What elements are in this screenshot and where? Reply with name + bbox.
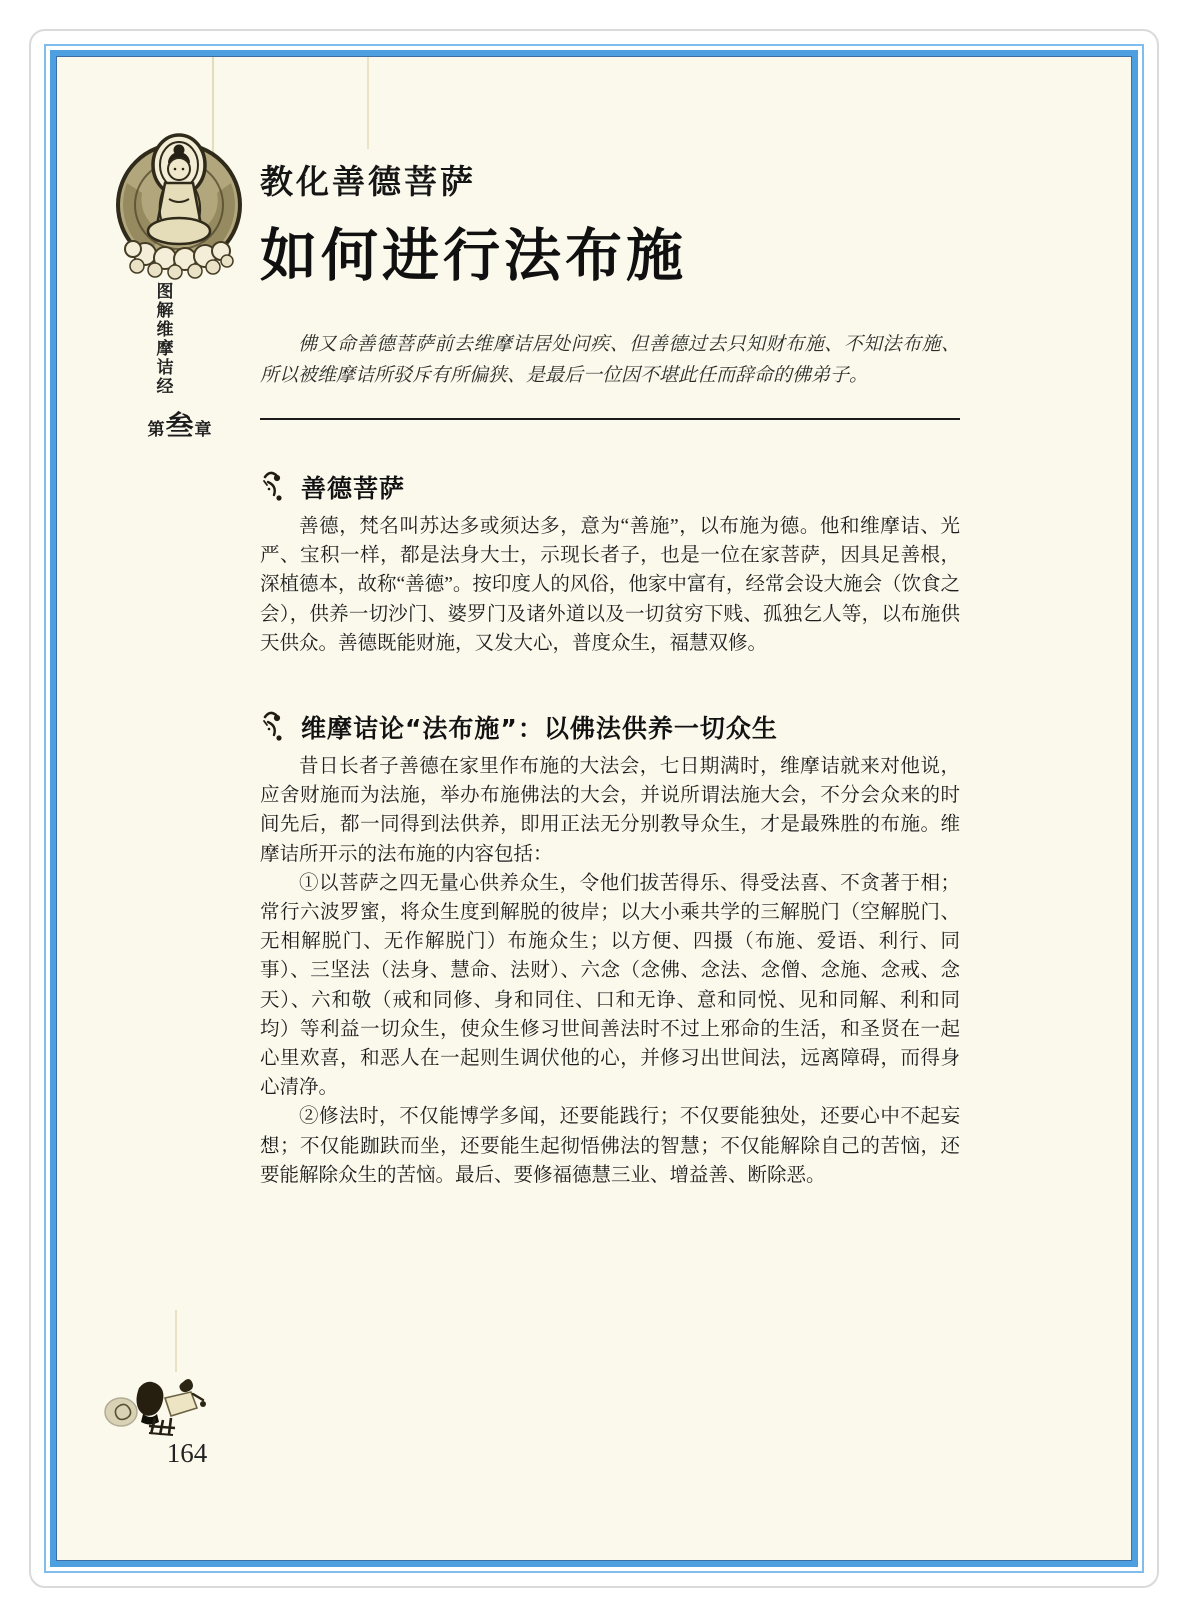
divider-rule [260, 418, 960, 420]
section-heading: 善德菩萨 [301, 474, 406, 503]
border-thin [44, 44, 1144, 1573]
intro-paragraph: 佛又命善德菩萨前去维摩诘居处问疾、但善德过去只知财布施、不知法布施、所以被维摩诘所驳斥有所偏狭、是最后一位因不堪此任而辞命的佛弟子。 [260, 334, 960, 386]
body-paragraph: 昔日长者子善德在家里作布施的大法会，七日期满时，维摩诘就来对他说，应舍财施而为法施，举办布施佛法的大会，并说所谓法施大会，不分会众来的时间先后，都一同得到法供养，即用正法无分别教导众生，才是最殊胜的布施。维摩诘所开示的法布施的内容包括： [260, 756, 960, 865]
body-paragraph: ②修法时，不仅能博学多闻，还要能践行；不仅要能独处，还要心中不起妄想；不仅能跏趺而坐，还要能生起彻悟佛法的智慧；不仅能解除自己的苦恼，还要能解除众生的苦恼。最后、要修福德慧三业、增益善、断除恶。 [260, 1106, 960, 1186]
photo-frame [29, 29, 1159, 1588]
paper-crease [175, 1310, 177, 1372]
section-heading: 维摩诘论“法布施”：以佛法供养一切众生 [301, 714, 778, 744]
chapter-number: 叁 [165, 409, 194, 442]
scholars-illustration [99, 1370, 219, 1440]
book-title-char: 维 [156, 320, 174, 340]
page-title: 如何进行法布施 [260, 223, 687, 289]
page-subtitle: 教化善德菩萨 [260, 162, 476, 201]
section-body-fabushi [260, 752, 960, 1190]
chapter-prefix: 第 [147, 419, 165, 440]
ink-brush-icon [260, 709, 288, 745]
section-header-shande [260, 469, 960, 505]
chapter-suffix: 章 [194, 419, 212, 440]
body-paragraph: 善德，梵名叫苏达多或须达多，意为“善施”，以布施为德。他和维摩诘、光严、宝积一样，都是法身大士，示现长者子，也是一位在家菩萨，因具足善根，深植德本，故称“善德”。按印度人的风俗，他家中富有，经常会设大施会（饮食之会），供养一切沙门、婆罗门及诸外道以及一切贫穷下贱、孤独乞人等，以布施供天供众。善德既能财施，又发大心，普度众生，福慧双修。 [260, 516, 960, 654]
book-page [57, 57, 1131, 1560]
section-header-fabushi [260, 709, 960, 745]
book-title-char: 图 [156, 282, 174, 302]
body-paragraph: ①以菩萨之四无量心供养众生，令他们拔苦得乐、得受法喜、不贪著于相；常行六波罗蜜，将众生度到解脱的彼岸；以大小乘共学的三解脱门（空解脱门、无相解脱门、无作解脱门）布施众生；以方便、四摄（布施、爱语、利行、同事）、三坚法（法身、慧命、法财）、六念（念佛、念法、念僧、念施、念戒、念天）、六和敬（戒和同修、身和同住、口和无诤、意和同悦、见和同解、利和同均）等利益一切众生，使众生修习世间善法时不过上邪命的生活，和圣贤在一起心里欢喜，和恶人在一起则生调伏他的心，并修习出世间法，远离障碍，而得身心清净。 [260, 872, 960, 1099]
border-thick [50, 50, 1138, 1567]
book-title-char: 经 [156, 377, 174, 397]
book-title-char: 诘 [156, 358, 174, 378]
page-number: 164 [166, 1438, 208, 1468]
buddha-illustration [107, 123, 252, 283]
section-body-shande [260, 512, 960, 658]
ink-brush-icon [260, 469, 288, 505]
chapter-marker [127, 407, 232, 447]
book-title-char: 解 [156, 301, 174, 321]
main-content [260, 57, 960, 1190]
book-title-vertical [151, 283, 179, 397]
book-title-char: 摩 [156, 339, 174, 359]
